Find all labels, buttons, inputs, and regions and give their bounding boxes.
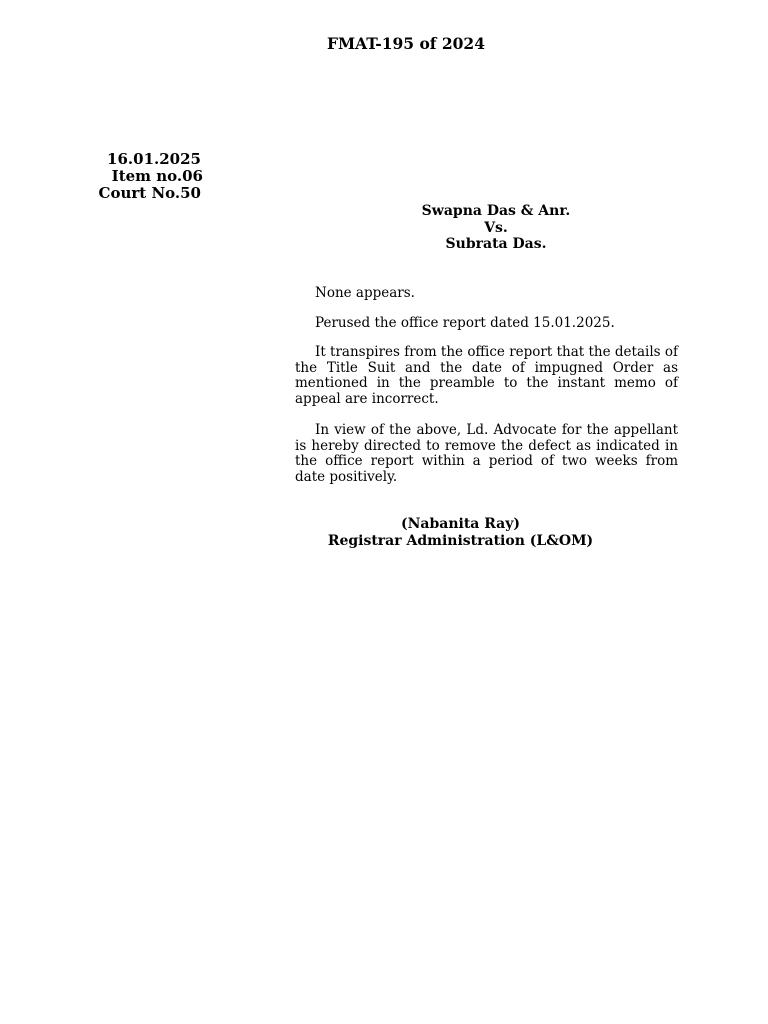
respondent-name: Subrata Das. bbox=[445, 236, 547, 252]
order-paragraph: Perused the office report dated 15.01.2025. bbox=[315, 314, 615, 331]
order-body bbox=[295, 286, 678, 501]
order-date: 16.01.2025 bbox=[107, 150, 201, 168]
item-number: Item no.06 bbox=[111, 167, 203, 185]
signature-block bbox=[295, 516, 626, 550]
order-paragraph: None appears. bbox=[315, 285, 415, 301]
parties-block bbox=[368, 203, 624, 253]
signatory-name: (Nabanita Ray) bbox=[400, 516, 521, 532]
order-meta bbox=[86, 151, 216, 202]
order-paragraph: It transpires from the office report that the details of the Title Suit and the date of impugned Order as mentioned in the preamble to the instant memo of appeal are incorrect. bbox=[295, 344, 678, 407]
court-number: Court No.50 bbox=[98, 184, 201, 202]
versus-label: Vs. bbox=[484, 219, 508, 236]
signatory-designation: Registrar Administration (L&OM) bbox=[327, 533, 594, 549]
appellant-name: Swapna Das & Anr. bbox=[421, 203, 571, 219]
order-paragraph: In view of the above, Ld. Advocate for the appellant is hereby directed to remove the defect as indicated in the office report within a period of two weeks from date positively. bbox=[295, 422, 678, 485]
case-number-heading: FMAT-195 of 2024 bbox=[326, 34, 486, 53]
